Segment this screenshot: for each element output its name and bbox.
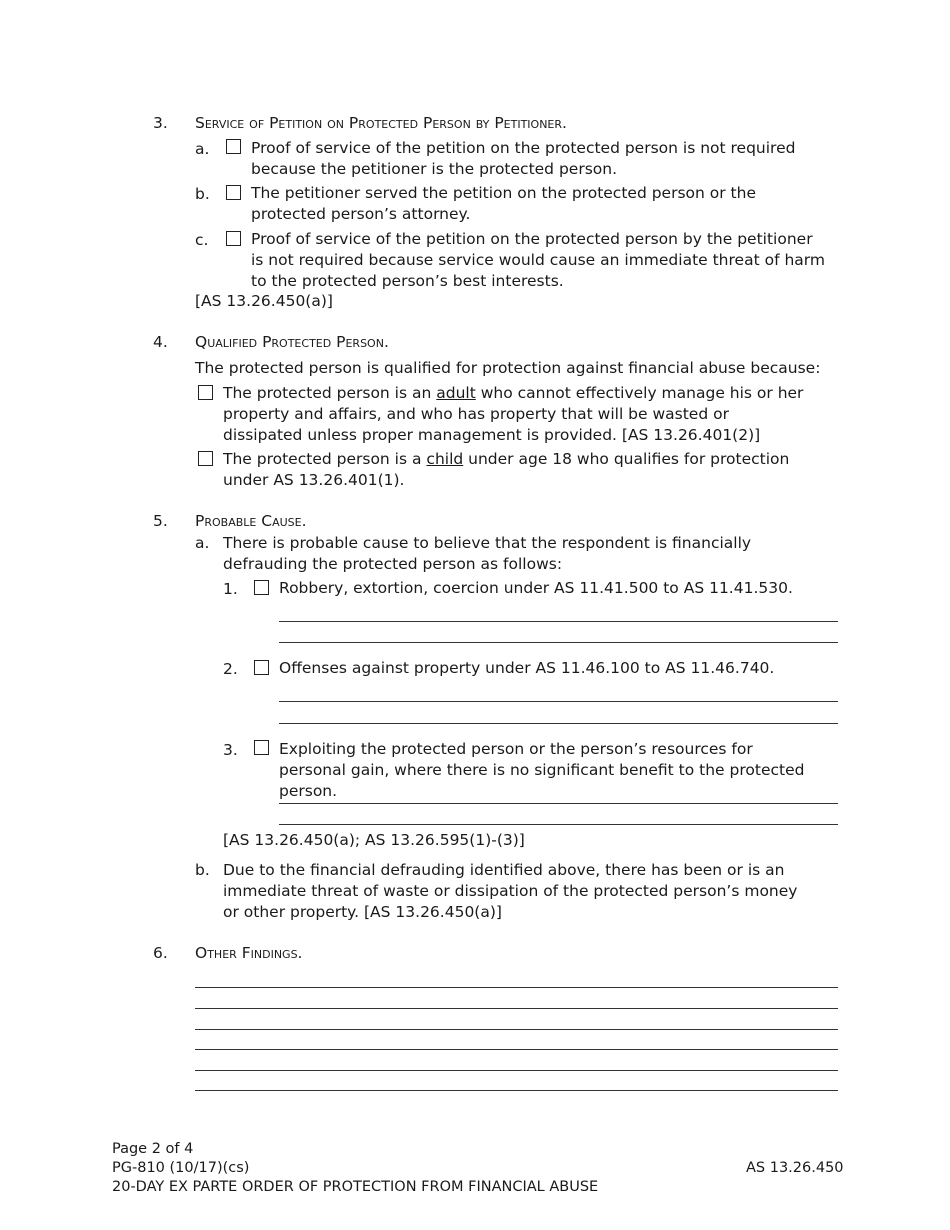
other-findings-line[interactable]	[195, 1049, 838, 1050]
other-findings-line[interactable]	[195, 1090, 838, 1091]
item-3a-letter: a.	[195, 140, 210, 158]
sub-1-blank-line[interactable]	[279, 621, 838, 622]
sub-1-text: Robbery, extortion, coercion under AS 11.41.500 to AS 11.41.530.	[279, 579, 793, 597]
item-3b-checkbox[interactable]	[226, 185, 241, 200]
item-3c-checkbox[interactable]	[226, 231, 241, 246]
item-5b-letter: b.	[195, 861, 210, 879]
sub-3-blank-line[interactable]	[279, 824, 838, 825]
section-4-intro: The protected person is qualified for protection against financial abuse because:	[195, 359, 821, 377]
item-3b-letter: b.	[195, 185, 210, 203]
item-3a-text: Proof of service of the petition on the protected person is not required because the petitioner is the protected person.	[251, 139, 796, 178]
sub-3-checkbox[interactable]	[254, 740, 269, 755]
item-3c-letter: c.	[195, 231, 209, 249]
sub-2-blank-line[interactable]	[279, 723, 838, 724]
page-number: Page 2 of 4	[112, 1141, 194, 1157]
section-6-heading: Other Findings.	[195, 944, 303, 962]
sub-1-blank-line[interactable]	[279, 642, 838, 643]
section-3-number: 3.	[153, 114, 168, 132]
section-4-number: 4.	[153, 333, 168, 351]
section-6-number: 6.	[153, 944, 168, 962]
item-5b-text: Due to the financial defrauding identified above, there has been or is an immediate threat of waste or dissipation of the protected person’s money or other property. [AS 13.26.450(a)]	[223, 861, 798, 921]
sub-2-blank-line[interactable]	[279, 701, 838, 702]
other-findings-line[interactable]	[195, 987, 838, 988]
sub-1-checkbox[interactable]	[254, 580, 269, 595]
other-findings-line[interactable]	[195, 1008, 838, 1009]
child-term: child	[426, 450, 464, 468]
item-3a-checkbox[interactable]	[226, 139, 241, 154]
section-5-citation: [AS 13.26.450(a); AS 13.26.595(1)-(3)]	[223, 831, 525, 849]
adult-option-text: The protected person is an adult who cannot effectively manage his or her property and affairs, and who has property that will be wasted or dissipated unless proper management is provided. [AS 13.26.401(2)]	[223, 384, 804, 444]
item-5a-text: There is probable cause to believe that the respondent is financially defrauding the protected person as follows:	[223, 534, 752, 573]
sub-3-number: 3.	[223, 741, 238, 759]
form-number: PG-810 (10/17)(cs)	[112, 1160, 250, 1176]
sub-2-checkbox[interactable]	[254, 660, 269, 675]
other-findings-line[interactable]	[195, 1070, 838, 1071]
section-5-number: 5.	[153, 512, 168, 530]
adult-term: adult	[436, 384, 476, 402]
section-5-heading: Probable Cause.	[195, 512, 307, 530]
statute-reference: AS 13.26.450	[746, 1160, 844, 1176]
item-3c-text: Proof of service of the petition on the protected person by the petitioner is not required because service would cause an immediate threat of harm to the protected person’s best interests.	[251, 230, 825, 290]
sub-3-blank-line[interactable]	[279, 803, 838, 804]
adult-option-checkbox[interactable]	[198, 385, 213, 400]
child-option-checkbox[interactable]	[198, 451, 213, 466]
item-3b-text: The petitioner served the petition on the protected person or the protected person’s attorney.	[251, 184, 756, 223]
sub-2-text: Offenses against property under AS 11.46.100 to AS 11.46.740.	[279, 659, 775, 677]
section-3-heading: Service of Petition on Protected Person by Petitioner.	[195, 114, 567, 132]
section-4-heading: Qualified Protected Person.	[195, 333, 389, 351]
sub-2-number: 2.	[223, 660, 238, 678]
section-3-citation: [AS 13.26.450(a)]	[195, 292, 333, 310]
child-option-text: The protected person is a child under age 18 who qualifies for protection under AS 13.26.401(1).	[223, 450, 790, 489]
sub-1-number: 1.	[223, 580, 238, 598]
other-findings-line[interactable]	[195, 1029, 838, 1030]
item-5a-letter: a.	[195, 534, 210, 552]
form-title: 20-DAY EX PARTE ORDER OF PROTECTION FROM FINANCIAL ABUSE	[112, 1179, 599, 1195]
sub-3-text: Exploiting the protected person or the person’s resources for personal gain, where there is no significant benefit to the protected person.	[279, 740, 805, 800]
